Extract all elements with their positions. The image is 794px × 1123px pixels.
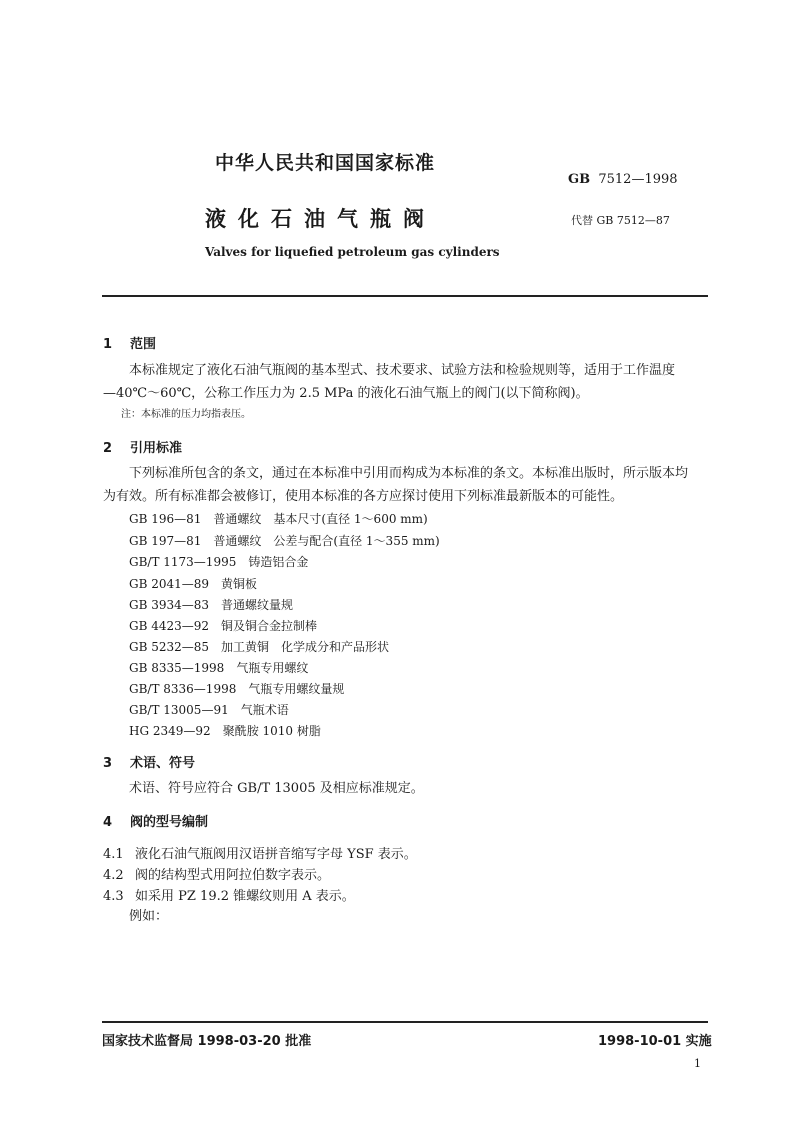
reference-title: 铜及铜合金拉制棒 xyxy=(221,619,318,633)
reference-item xyxy=(129,596,293,613)
reference-title: 铸造铝合金 xyxy=(248,555,309,569)
reference-title: 普通螺纹 公差与配合(直径 1～355 mm) xyxy=(213,534,440,548)
reference-code: HG 2349—92 xyxy=(129,724,211,738)
reference-code: GB 196—81 xyxy=(129,512,202,526)
reference-title: 普通螺纹 基本尺寸(直径 1～600 mm) xyxy=(213,512,428,526)
clause-number: 4.2 xyxy=(103,868,124,883)
reference-item xyxy=(129,617,317,634)
example-label: 例如： xyxy=(129,909,169,924)
clause-item xyxy=(103,843,417,862)
national-standard-heading: 中华人民共和国国家标准 xyxy=(215,152,436,174)
reference-code: GB 2041—89 xyxy=(129,577,210,591)
standard-code-prefix: GB xyxy=(568,172,591,187)
section-title: 范围 xyxy=(130,337,157,352)
section-number: 4 xyxy=(103,815,113,830)
reference-code: GB 4423—92 xyxy=(129,619,210,633)
section-3-para: 术语、符号应符合 GB/T 13005 及相应标准规定。 xyxy=(129,781,424,796)
reference-item xyxy=(129,553,308,570)
approval-text: 国家技术监督局 1998-03-20 批准 xyxy=(102,1034,312,1049)
reference-code: GB 5232—85 xyxy=(129,640,210,654)
section-title: 术语、符号 xyxy=(130,756,196,771)
footer-divider xyxy=(102,1021,708,1023)
reference-item xyxy=(129,722,321,739)
clause-text: 如采用 PZ 19.2 锥螺纹则用 A 表示。 xyxy=(135,889,355,904)
section-1-para-line: —40℃～60℃，公称工作压力为 2.5 MPa 的液化石油气瓶上的阀门(以下简称阀)。 xyxy=(103,386,589,401)
reference-code: GB 3934—83 xyxy=(129,598,210,612)
section-3-heading xyxy=(103,752,195,771)
section-2-para-line: 为有效。所有标准都会被修订，使用本标准的各方应探讨使用下列标准最新版本的可能性。 xyxy=(103,489,624,504)
section-2-para-line: 下列标准所包含的条文，通过在本标准中引用而构成为本标准的条文。本标准出版时，所示版本均 xyxy=(129,466,689,481)
standard-code-number: 7512—1998 xyxy=(598,172,678,187)
effective-date: 1998-10-01 实施 xyxy=(598,1034,712,1049)
clause-text: 液化石油气瓶阀用汉语拼音缩写字母 YSF 表示。 xyxy=(135,847,417,862)
reference-title: 黄铜板 xyxy=(221,577,258,591)
reference-item xyxy=(129,659,308,676)
section-2-heading xyxy=(103,437,182,456)
reference-title: 气瓶专用螺纹 xyxy=(236,661,309,675)
reference-title: 聚酰胺 1010 树脂 xyxy=(222,724,321,738)
section-number: 3 xyxy=(103,756,113,771)
reference-item xyxy=(129,532,440,549)
header-divider xyxy=(102,295,708,297)
reference-title: 普通螺纹量规 xyxy=(221,598,294,612)
section-number: 2 xyxy=(103,441,113,456)
section-1-para-line: 本标准规定了液化石油气瓶阀的基本型式、技术要求、试验方法和检验规则等，适用于工作温度 xyxy=(129,363,676,378)
reference-code: GB/T 1173—1995 xyxy=(129,555,237,569)
replaces-standard: 代替 GB 7512—87 xyxy=(571,214,670,227)
reference-title: 加工黄铜 化学成分和产品形状 xyxy=(221,640,390,654)
section-title: 引用标准 xyxy=(130,441,183,456)
reference-item xyxy=(129,510,428,527)
reference-item xyxy=(129,638,389,655)
section-4-heading xyxy=(103,811,208,830)
reference-item xyxy=(129,575,257,592)
reference-item xyxy=(129,701,289,718)
section-1-note: 注：本标准的压力均指表压。 xyxy=(121,409,251,420)
clause-number: 4.1 xyxy=(103,847,124,862)
reference-code: GB/T 13005—91 xyxy=(129,703,229,717)
section-title: 阀的型号编制 xyxy=(130,815,209,830)
reference-code: GB/T 8336—1998 xyxy=(129,682,237,696)
clause-item xyxy=(103,864,330,883)
document-title-cn: 液化石油气瓶阀 xyxy=(205,207,436,231)
document-title-en: Valves for liquefied petroleum gas cylinders xyxy=(205,245,500,259)
reference-title: 气瓶术语 xyxy=(240,703,289,717)
reference-code: GB 197—81 xyxy=(129,534,202,548)
reference-title: 气瓶专用螺纹量规 xyxy=(248,682,345,696)
section-1-heading xyxy=(103,333,156,352)
clause-number: 4.3 xyxy=(103,889,124,904)
standard-code xyxy=(568,172,678,187)
page-number: 1 xyxy=(694,1057,701,1070)
clause-text: 阀的结构型式用阿拉伯数字表示。 xyxy=(135,868,331,883)
clause-item xyxy=(103,885,355,904)
reference-item xyxy=(129,680,344,697)
section-number: 1 xyxy=(103,337,113,352)
reference-code: GB 8335—1998 xyxy=(129,661,225,675)
